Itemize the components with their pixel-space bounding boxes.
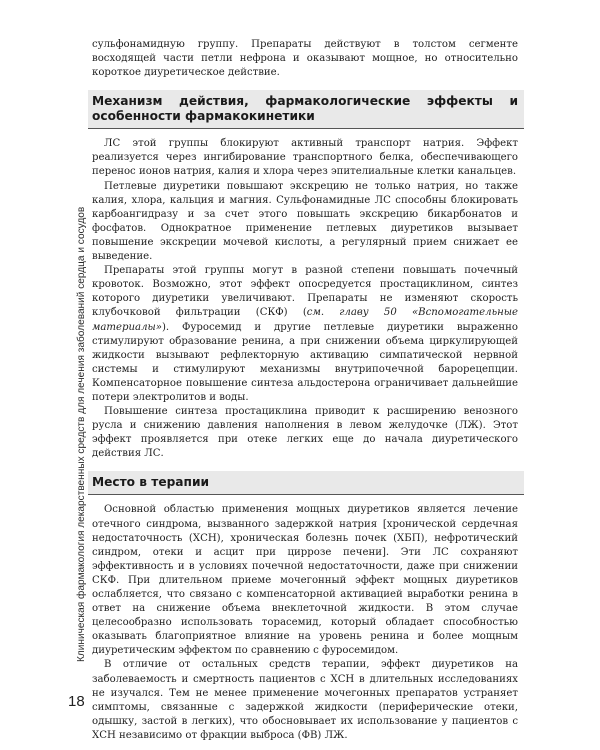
paragraph: Основной областью применения мощных диуретиков является лечение отечного синдрома, вызванного задержкой натрия [хронической сердечная недостаточность (ХСН), хроническая болезнь почек (ХБП), нефротический синдром, отеки и асцит при циррозе печени]. Эти ЛС сохраняют эффективность и в условиях почечной недостаточности, даже при снижении СКФ. При длительном приеме мочегонный эффект мощных диуретиков ослабляется, что связано с компенсаторной активацией выработки ренина в ответ на снижение объема внеклеточной жидкости. В этом случае целесообразно использовать торасемид, который обладает способностью оказывать благоприятное влияние на уровень ренина и более мощным диуретическим эффектом по сравнению с фуросемидом. [92, 504, 518, 657]
section-title-therapy: Место в терапии [92, 475, 210, 490]
intro-paragraph: сульфонамидную группу. Препараты действуют в толстом сегменте восходящей части петли нефрона и оказывают мощное, но относительно короткое диуретическое действие. [92, 39, 518, 79]
running-title: Клиническая фармакология лекарственных средств для лечения заболеваний сердца и сосудов [76, 206, 87, 662]
paragraph: ЛС этой группы блокируют активный транспорт натрия. Эффект реализуется через ингибирование транспортного белка, обеспечивающего перенос ионов натрия, калия и хлора через эпителиальные клетки канальцев. [92, 138, 518, 178]
section-title-mechanism: Механизм действия, фармакологические эффекты и особенности фармакокинетики [92, 94, 518, 124]
page-number: 18 [68, 693, 85, 710]
paragraph-text: ). Фуросемид и другие петлевые диуретики выраженно стимулируют образование ренина, а при снижении объема циркулирующей жидкости вызывают рефлекторную активацию симпатической нервной системы и стимулируют механизмы внутрипочечной барорецепции. Компенсаторное повышение синтеза альдостерона ограничивает дальнейшие потери электролитов и воды. [92, 321, 518, 403]
paragraph: Повышение синтеза простациклина приводит к расширению венозного русла и снижению давления наполнения в левом желудочке (ЛЖ). Этот эффект проявляется при отеке легких еще до начала диуретического действия ЛС. [92, 406, 518, 460]
paragraph-with-reference [92, 264, 518, 405]
chapter-reference: см. главу 50 «Вспомогательные материалы» [92, 307, 518, 333]
text-column [92, 38, 518, 743]
paragraph-text: Препараты этой группы могут в разной степени повышать почечный кровоток. Возможно, этот эффект опосредуется простациклином, синтез которого диуретики увеличивают. Препараты не изменяют скорость клубочковой фильтрации (СКФ) ( [92, 265, 518, 319]
section-heading-mechanism [88, 90, 524, 129]
paragraph: В отличие от остальных средств терапии, эффект диуретиков на заболеваемость и смертность пациентов с ХСН в длительных исследованиях не изучался. Тем не менее применение мочегонных препаратов устраняет симптомы, связанные с задержкой жидкости (периферические отеки, одышку, застой в легких), что обосновывает их использование у пациентов с ХСН независимо от фракции выброса (ФВ) ЛЖ. [92, 659, 518, 741]
paragraph: Петлевые диуретики повышают экскрецию не только натрия, но также калия, хлора, кальция и магния. Сульфонамидные ЛС способны блокировать карбоангидразу и за счет этого повышать экскрецию бикарбонатов и фосфатов. Однократное применение петлевых диуретиков вызывает повышение экскреции мочевой кислоты, а регулярный прием снижает ее выведение. [92, 180, 518, 263]
section-heading-therapy [88, 471, 524, 495]
